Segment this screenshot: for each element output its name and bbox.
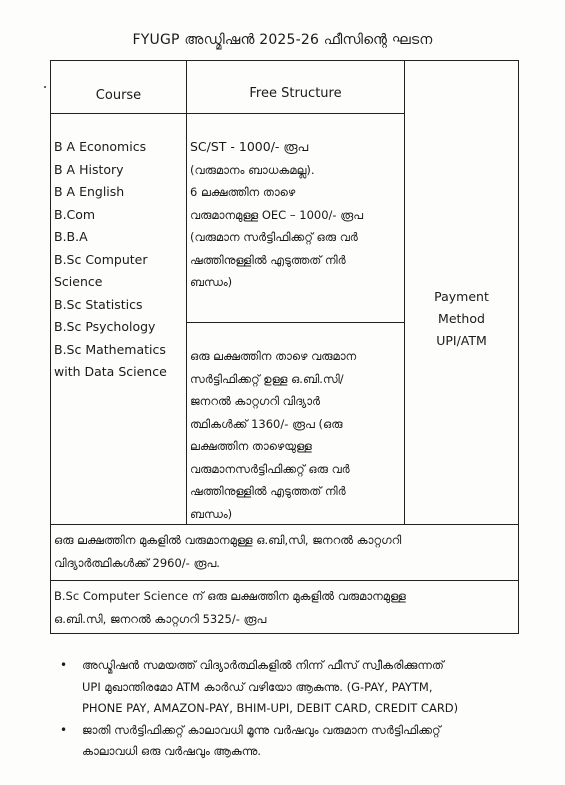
note-line: PHONE PAY, AMAZON-PAY, BHIM-UPI, DEBIT CARD, CREDIT CARD) xyxy=(82,701,459,715)
fee-line: ഷത്തിനുള്ളിൽ എടുത്തത് നിർ xyxy=(190,484,346,498)
note-line: ജാതി സർട്ടിഫിക്കറ്റ് കാലാവധി മൂന്നു വർഷവും വരുമാന സർട്ടിഫിക്കറ്റ് xyxy=(82,722,441,737)
note-line: അഡ്മിഷൻ സമയത്ത് വിദ്യാർത്ഥികളിൽ നിന്ന് ഫീസ് സ്വീകരിക്കുന്നത് xyxy=(82,658,444,672)
note-line: കാലാവധി ഒരു വർഷവും ആകുന്നു. xyxy=(82,744,262,758)
col-divider-1 xyxy=(186,60,187,524)
page-title: FYUGP അഡ്മിഷൻ 2025-26 ഫീസിന്റെ ഘടന xyxy=(132,32,433,48)
fee-line: ഒരു ലക്ഷത്തിന താഴെ വരുമാന xyxy=(190,349,357,363)
bullet-icon: • xyxy=(60,722,68,737)
table-border-bottom xyxy=(50,633,519,634)
row-general-fee xyxy=(54,529,401,574)
fee-line: (വരുമാന സർട്ടിഫിക്കറ്റ് ഒരു വർ xyxy=(190,230,358,244)
row-divider-computer xyxy=(50,580,519,581)
row-line: വിദ്യാർത്ഥികൾക്ക് 2960/- രൂപ. xyxy=(54,555,220,570)
fee-line: വരുമാനസർട്ടിഫിക്കറ്റ് ഒരു വർ xyxy=(190,461,350,476)
fee-line: ത്ഥികൾക്ക് 1360/- രൂപ (ഒരു xyxy=(190,416,343,431)
fee-split-divider xyxy=(186,322,405,323)
course-item: B.Com xyxy=(54,206,96,222)
fee-line: ബന്ധം) xyxy=(190,506,233,521)
payment-method xyxy=(405,286,518,352)
notes-list xyxy=(60,655,530,763)
payment-label: Method xyxy=(438,311,485,326)
course-list xyxy=(54,136,167,384)
row-line: ഒ.ബി.സി, ജനറൽ കാറ്റഗറി 5325/- രൂപ xyxy=(54,611,267,626)
course-item: B.Sc Mathematics xyxy=(54,341,166,357)
note-item xyxy=(60,720,530,763)
bullet-icon: • xyxy=(60,658,68,672)
fee-block-scst-oec xyxy=(190,136,363,294)
row-line: ഒരു ലക്ഷത്തിന മുകളിൽ വരുമാനമുള്ള ഒ.ബി,സി, ജനറൽ കാറ്റഗറി xyxy=(54,533,402,547)
note-line: UPI മുഖാന്തിരമോ ATM കാർഡ് വഴിയോ ആകുന്നു. (G-PAY, PAYTM, xyxy=(82,679,433,694)
fee-block-obc-general xyxy=(190,345,356,525)
course-item: B.Sc Psychology xyxy=(54,319,156,334)
note-item xyxy=(60,655,530,720)
row-computer-science-fee xyxy=(54,585,406,630)
row-line: B.Sc Computer Science ന് ഒരു ലക്ഷത്തിന മുകളിൽ വരുമാനമുള്ള xyxy=(54,589,406,603)
fee-line: സർട്ടിഫിക്കറ്റ് ഉള്ള ഒ.ബി.സി/ xyxy=(190,371,344,386)
table-border-top xyxy=(50,60,519,61)
course-item: B.B.A xyxy=(54,229,88,244)
fee-line: SC/ST - 1000/- രൂപ xyxy=(190,139,309,154)
scan-dot xyxy=(44,86,46,88)
fee-line: (വരുമാനം ബാധകമല്ല). xyxy=(190,162,315,177)
course-item: B A English xyxy=(54,184,125,199)
course-item: B.Sc Computer xyxy=(54,251,148,267)
course-item: with Data Science xyxy=(54,364,167,379)
fee-line: ബന്ധം) xyxy=(190,275,233,289)
fee-line: 6 ലക്ഷത്തിന താഴെ xyxy=(190,185,296,199)
payment-label: Payment xyxy=(434,289,489,304)
course-item: B A History xyxy=(54,161,124,177)
course-item: Science xyxy=(54,274,103,289)
payment-value: UPI/ATM xyxy=(436,333,487,348)
header-course: Course xyxy=(95,88,142,103)
table-border-left xyxy=(50,60,51,634)
header-fee-structure: Free Structure xyxy=(249,86,342,101)
header-divider xyxy=(50,113,405,114)
fee-line: ജനറൽ കാറ്റഗറി വിദ്യാർ xyxy=(190,394,321,408)
fee-line: വരുമാനമുള്ള OEC – 1000/- രൂപ xyxy=(190,207,364,222)
course-item: B.Sc Statistics xyxy=(54,296,143,312)
table-border-right xyxy=(518,60,519,634)
fee-line: ഷത്തിനുള്ളിൽ എടുത്തത് നിർ xyxy=(190,252,346,267)
course-item: B A Economics xyxy=(54,139,147,154)
fee-line: ലക്ഷത്തിന താഴെയുള്ള xyxy=(190,439,312,453)
